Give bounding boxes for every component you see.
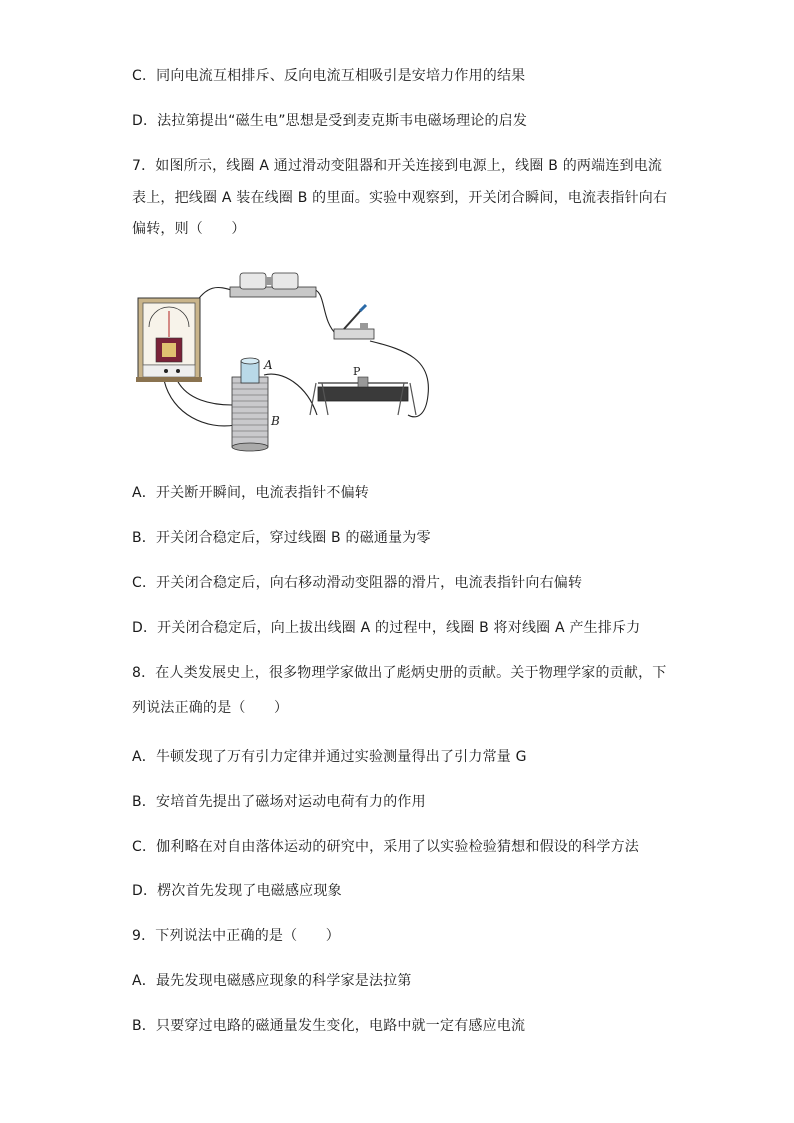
q9-option-b: B．只要穿过电路的磁通量发生变化，电路中就一定有感应电流: [132, 1018, 526, 1034]
q6-option-d: D．法拉第提出“磁生电”思想是受到麦克斯韦电磁场理论的启发: [132, 113, 528, 129]
label-coil-b: B: [271, 414, 280, 428]
q7-option-a: A．开关断开瞬间，电流表指针不偏转: [132, 485, 369, 501]
q8-option-b: B．安培首先提出了磁场对运动电荷有力的作用: [132, 794, 426, 810]
q7-option-d: D．开关闭合稳定后，向上拔出线圈 A 的过程中，线圈 B 将对线圈 A 产生排斥力: [132, 620, 641, 636]
q7-circuit-figure: [132, 265, 442, 460]
label-coil-a: A: [264, 358, 273, 372]
q8-stem-line-2: 列说法正确的是（ ）: [132, 700, 289, 716]
galvanometer: [136, 298, 202, 382]
coil-a: [241, 358, 259, 383]
q7-option-b: B．开关闭合稳定后，穿过线圈 B 的磁通量为零: [132, 530, 431, 546]
q8-option-d: D．楞次首先发现了电磁感应现象: [132, 883, 342, 899]
switch: [334, 305, 374, 339]
q7-option-c: C．开关闭合稳定后，向右移动滑动变阻器的滑片，电流表指针向右偏转: [132, 575, 583, 591]
q7-stem-line-3: 偏转，则（ ）: [132, 221, 246, 237]
label-slider-p: P: [353, 365, 361, 378]
q8-option-a: A．牛顿发现了万有引力定律并通过实验测量得出了引力常量 G: [132, 749, 527, 765]
power-source: [230, 273, 316, 297]
q8-stem-line-1: 8．在人类发展史上，很多物理学家做出了彪炳史册的贡献。关于物理学家的贡献，下: [132, 665, 667, 681]
q9-stem: 9．下列说法中正确的是（ ）: [132, 928, 340, 944]
circuit-diagram: [132, 265, 442, 460]
coil-b: [232, 377, 268, 451]
q7-stem-line-2: 表上，把线圈 A 装在线圈 B 的里面。实验中观察到，开关闭合瞬间，电流表指针向右: [132, 190, 668, 206]
q9-option-a: A．最先发现电磁感应现象的科学家是法拉第: [132, 973, 412, 989]
q8-option-c: C．伽利略在对自由落体运动的研究中，采用了以实验检验猜想和假设的科学方法: [132, 839, 639, 855]
connecting-wires: [164, 288, 428, 426]
q7-stem-line-1: 7．如图所示，线圈 A 通过滑动变阻器和开关连接到电源上，线圈 B 的两端连到电流: [132, 158, 663, 174]
rheostat: [310, 377, 416, 415]
q6-option-c: C．同向电流互相排斥、反向电流互相吸引是安培力作用的结果: [132, 68, 526, 84]
